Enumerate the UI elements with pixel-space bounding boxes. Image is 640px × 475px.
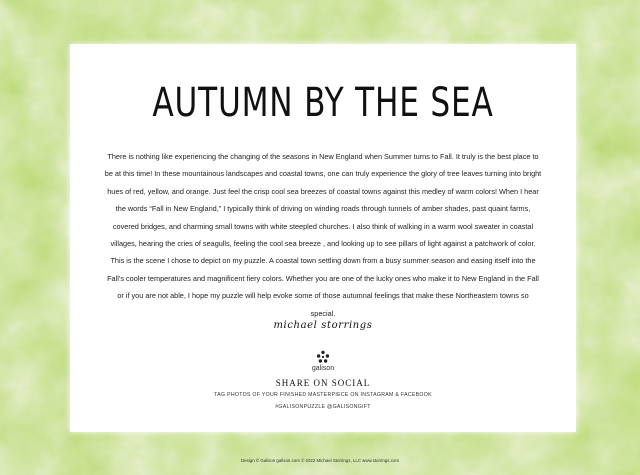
- galison-dots-icon: [316, 350, 330, 364]
- signature: michael storrings: [273, 320, 373, 331]
- content-card: [70, 44, 576, 432]
- tag-instructions: TAG PHOTOS OF YOUR FINISHED MASTERPIECE ON INSTAGRAM & FACEBOOK: [214, 392, 432, 398]
- footer-credits: Design © Galison galison.com © 2022 Michael Storrings, LLC www.storrings.com: [240, 458, 399, 463]
- page-title: AUTUMN BY THE SEA: [152, 80, 494, 126]
- body-paragraph: There is nothing like experiencing the changing of the seasons in New England when Summer turns to Fall. It truly is the best place to be at this time! In these mountainous landscapes and coastal towns, one can truly experience the glory of tree leaves turning into bright hues of red, yellow, and orange. Just feel the crisp cool sea breezes of coastal towns against this medley of warm colors! When I hear the words “Fall in New England,” I typically think of driving on winding roads through tunnels of amber shades, past quaint farms, covered bridges, and charming small towns with white steepled churches. I also think of walking in a warm wool sweater in coastal villages, hearing the cries of seagulls, feeling the cool sea breeze , and looking up to see pillars of light against a patchwork of color. This is the scene I chose to depict on my puzzle. A coastal town settling down from a busy summer season and easing itself into the Fall’s cooler temperatures and magnificent fiery colors. Whether you are one of the lucky ones who make it to New England in the Fall or if you are not able, I hope my puzzle will help evoke some of those autumnal feelings that make these Northeastern towns so special.: [104, 152, 542, 318]
- brand-name: galison: [311, 365, 335, 372]
- brand-logo: [309, 350, 337, 372]
- share-heading: SHARE ON SOCIAL: [275, 378, 371, 388]
- hashtags: #GALISONPUZZLE @GALISONGIFT: [275, 404, 371, 410]
